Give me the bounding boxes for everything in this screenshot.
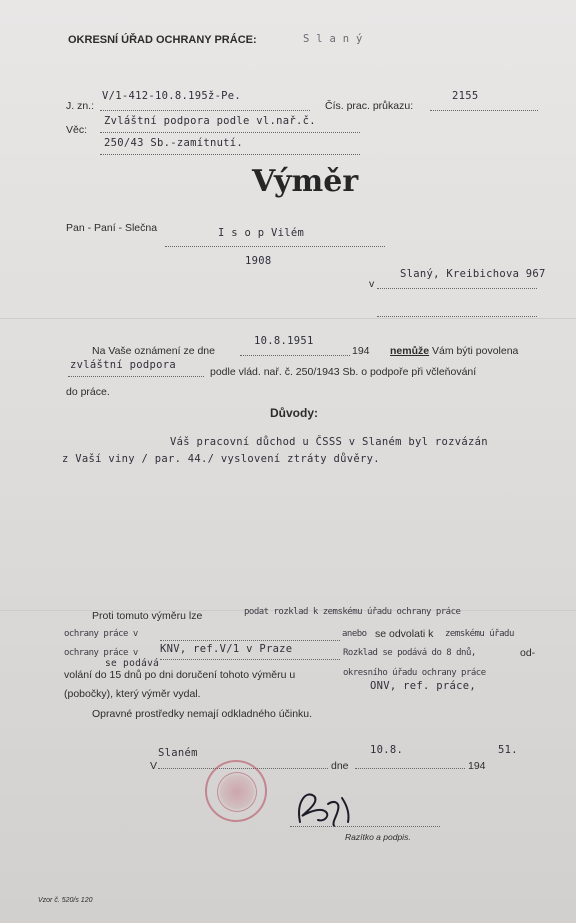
appeal-line5a: (pobočky), který výměr vydal. xyxy=(64,688,201,700)
addressee-address: Slaný, Kreibichova 967 xyxy=(400,268,546,280)
support-line xyxy=(68,376,204,377)
date-line xyxy=(240,355,350,356)
body-support: zvláštní podpora xyxy=(70,359,176,371)
footer-v: V xyxy=(150,760,158,772)
ref-value: V/1-412-10.8.195ž-Pe. xyxy=(102,90,242,102)
appeal-line3a: ochrany práce v xyxy=(64,648,138,658)
footer-dne: dne xyxy=(331,760,349,772)
address-line xyxy=(377,316,537,317)
document-title: Výměr xyxy=(252,164,359,199)
footer-place: Slaném xyxy=(158,747,198,759)
address-line xyxy=(377,288,537,289)
body-intro: Na Vaše oznámení ze dne xyxy=(92,345,215,357)
subject-line xyxy=(100,132,360,133)
appeal-line xyxy=(160,659,340,660)
appeal-line5b: ONV, ref. práce, xyxy=(370,680,476,692)
card-line xyxy=(430,110,538,111)
body-date: 10.8.1951 xyxy=(254,335,314,347)
signature xyxy=(288,782,378,832)
official-stamp xyxy=(205,760,267,822)
footer-date-line xyxy=(355,768,465,769)
appeal-line1b: podat rozklad k zemskému úřadu ochrany práce xyxy=(244,607,461,617)
footer-year-prefix: 194 xyxy=(468,760,486,772)
footer-date: 10.8. xyxy=(370,744,404,756)
addressee-label: Pan - Paní - Slečna xyxy=(66,222,158,234)
form-number: Vzor č. 520/s 120 xyxy=(38,897,93,904)
paper-fold xyxy=(0,318,576,319)
reasons-line1: Váš pracovní důchod u ČSSS v Slaném byl rozvázán xyxy=(170,436,488,448)
addressee-year: 1908 xyxy=(245,255,272,267)
body-povolena: Vám býti povolena xyxy=(432,345,519,357)
reasons-line2: z Vaší viny / par. 44./ vyslovení ztráty důvěry. xyxy=(62,453,380,465)
appeal-line3c: Rozklad se podává do 8 dnů, xyxy=(343,648,476,658)
ref-line xyxy=(100,110,310,111)
subject-line1: Zvláštní podpora podle vl.nař.č. xyxy=(104,115,316,127)
addressee-v: v xyxy=(369,278,375,290)
body-year: 194 xyxy=(352,345,370,357)
office-place: S l a n ý xyxy=(303,33,363,45)
office-label: OKRESNÍ ÚŘAD OCHRANY PRÁCE: xyxy=(68,34,257,46)
card-value: 2155 xyxy=(452,90,479,102)
appeal-line3b: KNV, ref.V/1 v Praze xyxy=(160,643,293,655)
card-label: Čís. prac. průkazu: xyxy=(325,100,414,112)
appeal-line2d: zemskému úřadu xyxy=(445,629,514,639)
subject-label: Věc: xyxy=(66,124,88,136)
footer-year: 51. xyxy=(498,744,518,756)
reasons-heading: Důvody: xyxy=(270,406,318,420)
body-law: podle vlád. nař. č. 250/1943 Sb. o podpoře při včleňování xyxy=(210,366,477,378)
subject-line2: 250/43 Sb.-zamítnutí. xyxy=(104,137,244,149)
signature-line xyxy=(290,826,440,827)
appeal-line4b: okresního úřadu ochrany práce xyxy=(343,668,486,678)
addressee-name: I s o p Vilém xyxy=(218,227,305,239)
appeal-line4a: volání do 15 dnů po dni doručení tohoto výměru u xyxy=(64,669,296,681)
signature-caption: Razítko a podpis. xyxy=(345,832,411,842)
appeal-line1a: Proti tomuto výměru lze xyxy=(92,610,203,622)
subject-line xyxy=(100,154,360,155)
appeal-line2a: ochrany práce v xyxy=(64,629,138,639)
name-line xyxy=(165,246,385,247)
appeal-line3d: od- xyxy=(520,647,536,659)
appeal-line xyxy=(160,640,340,641)
body-nemuze: nemůže xyxy=(390,345,430,357)
appeal-line2c: se odvolati k xyxy=(375,628,434,640)
ref-label: J. zn.: xyxy=(66,100,95,112)
appeal-podava: se podává xyxy=(105,658,160,669)
body-end: do práce. xyxy=(66,386,110,398)
appeal-line2b: anebo xyxy=(342,629,367,639)
appeal-line6: Opravné prostředky nemají odkladného účinku. xyxy=(92,708,313,720)
